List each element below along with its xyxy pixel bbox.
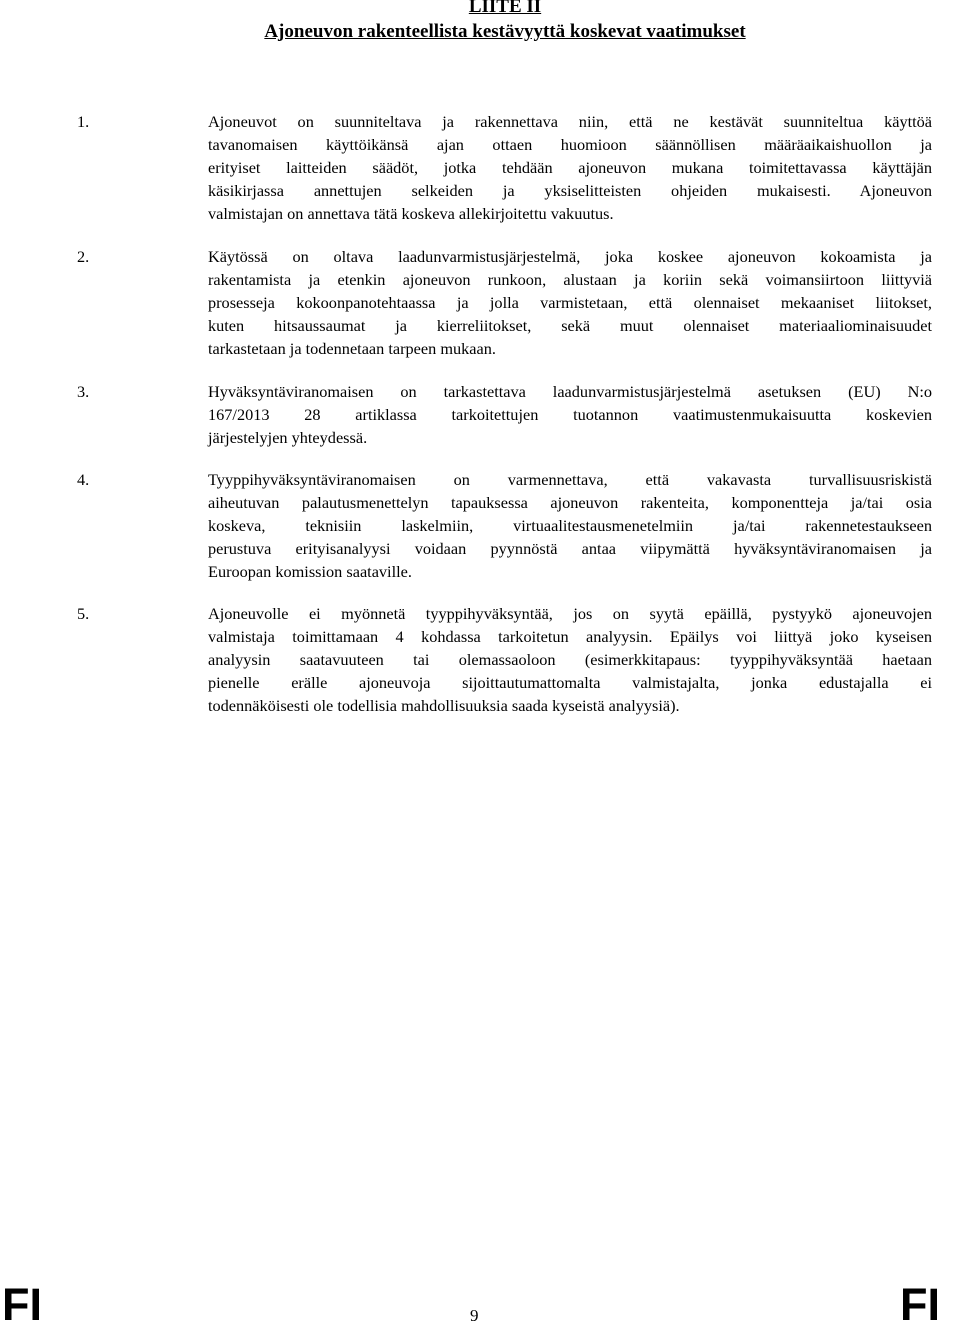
text-line: rakentamista ja etenkin ajoneuvon runkoon, alustaan ja koriin sekä voimansiirtoon liittyviä: [208, 270, 932, 289]
text-line: prosesseja kokoonpanotehtaassa ja jolla varmistetaan, että olennaiset mekaaniset liitokset,: [208, 293, 932, 312]
text-line: pienelle erälle ajoneuvoja sijoittautumattomalta valmistajalta, jonka edustajalla ei: [208, 673, 932, 692]
footer-language-code-right: FI: [900, 1279, 940, 1330]
text-line: valmistaja toimittamaan 4 kohdassa tarkoitetun analyysin. Epäilys voi liittyä joko kyseisen: [208, 627, 932, 646]
text-line: Euroopan komission saataville.: [208, 562, 412, 581]
paragraph-text: [208, 110, 932, 225]
paragraph-text: [208, 468, 932, 583]
text-line: Tyyppihyväksyntäviranomaisen on varmennettava, että vakavasta turvallisuusriskistä: [208, 470, 932, 489]
text-line: Ajoneuvolle ei myönnetä tyyppihyväksyntää, jos on syytä epäillä, pystyykö ajoneuvojen: [208, 604, 932, 623]
text-line: tarkastetaan ja todennetaan tarpeen mukaan.: [208, 339, 496, 358]
paragraph-text: [208, 602, 932, 717]
paragraph-number: 5.: [77, 604, 90, 623]
text-line: Käytössä on oltava laadunvarmistusjärjestelmä, joka koskee ajoneuvon kokoamista ja: [208, 247, 932, 266]
text-line: erityiset laitteiden säädöt, jotka tehdään ajoneuvon mukana toimitettavassa käyttäjän: [208, 158, 932, 177]
text-line: järjestelyjen yhteydessä.: [208, 428, 368, 447]
paragraph-text: [208, 380, 932, 449]
paragraph-text: [208, 245, 932, 360]
paragraph-number: 2.: [77, 247, 90, 266]
paragraph-number: 4.: [77, 470, 90, 489]
text-line: Hyväksyntäviranomaisen on tarkastettava laadunvarmistusjärjestelmä asetuksen (EU) N:o: [208, 382, 932, 401]
text-line: Ajoneuvot on suunniteltava ja rakennettava niin, että ne kestävät suunniteltua käyttöä: [208, 112, 932, 131]
text-line: aiheutuvan palautusmenettelyn tapauksessa ajoneuvon rakenteita, komponentteja ja/tai osia: [208, 493, 932, 512]
annex-title: LIITE II: [468, 0, 542, 17]
text-line: perustuva erityisanalyysi voidaan pyynnöstä antaa viipymättä hyväksyntäviranomaisen ja: [208, 539, 932, 558]
text-line: 167/2013 28 artiklassa tarkoitettujen tuotannon vaatimustenmukaisuutta koskevien: [208, 405, 932, 424]
page-number: 9: [470, 1306, 479, 1325]
text-line: valmistajan on annettava tätä koskeva allekirjoitettu vakuutus.: [208, 204, 614, 223]
paragraph-number: 1.: [77, 112, 90, 131]
text-line: käsikirjassa annettujen selkeiden ja yksiselitteisten ohjeiden mukaisesti. Ajoneuvon: [208, 181, 932, 200]
text-line: kuten hitsaussaumat ja kierreliitokset, sekä muut olennaiset materiaaliominaisuudet: [208, 316, 932, 335]
text-line: analyysin saatavuuteen tai olemassaoloon (esimerkkitapaus: tyyppihyväksyntää haetaan: [208, 650, 932, 669]
annex-subtitle: Ajoneuvon rakenteellista kestävyyttä koskevat vaatimukset: [264, 21, 746, 42]
text-line: tavanomaisen käyttöikänsä ajan ottaen huomioon säännöllisen määräaikaishuollon ja: [208, 135, 932, 154]
paragraph-number: 3.: [77, 382, 90, 401]
footer-language-code-left: FI: [2, 1279, 42, 1330]
text-line: koskeva, teknisiin laskelmiin, virtuaalitestausmenetelmiin ja/tai rakennetestaukseen: [208, 516, 932, 535]
text-line: todennäköisesti ole todellisia mahdollisuuksia saada kyseistä analyysiä).: [208, 696, 680, 715]
